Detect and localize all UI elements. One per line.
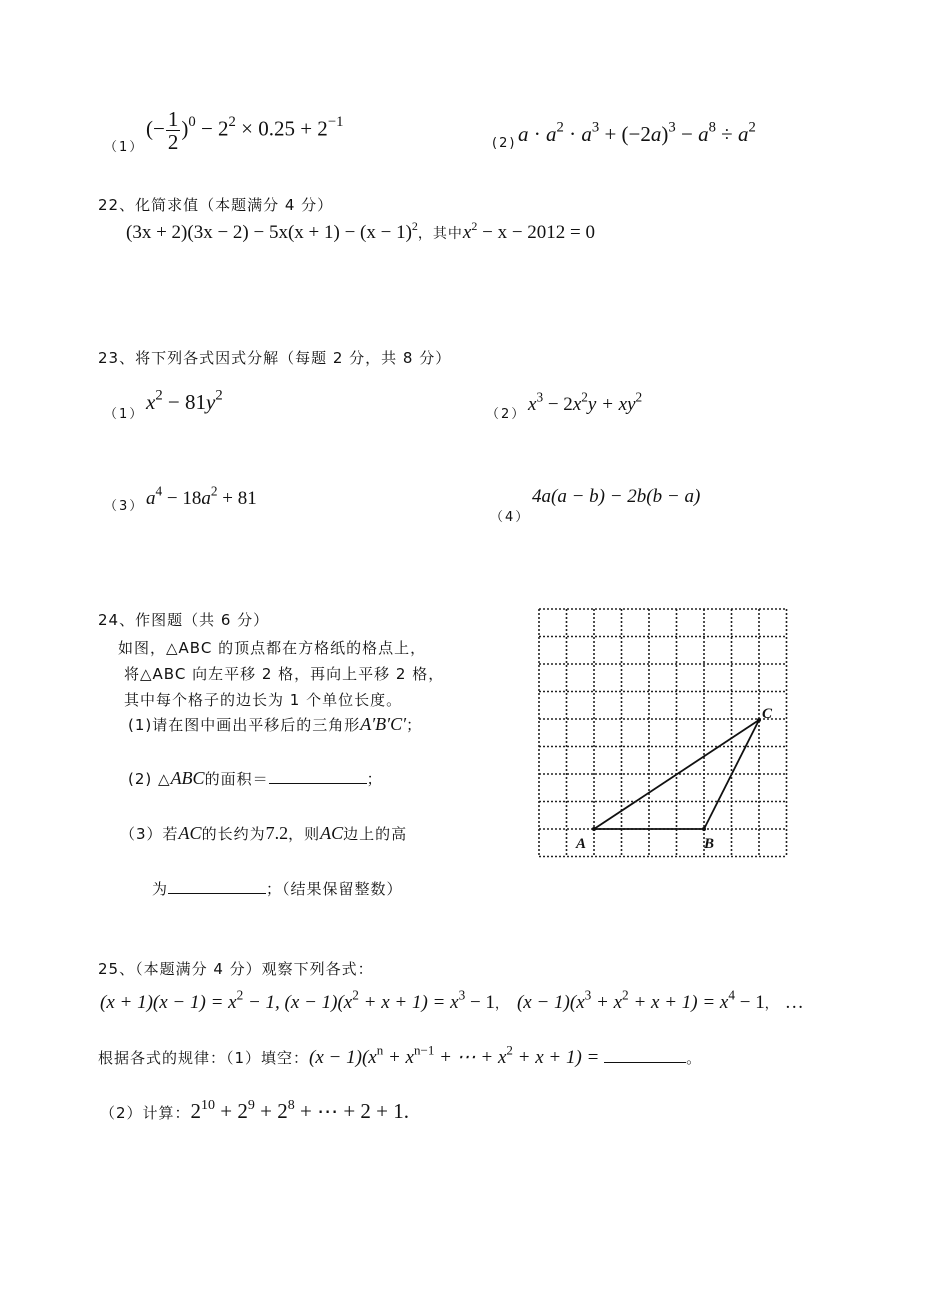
q25-example2c: − 1: [465, 992, 495, 1013]
fraction-denominator: 2: [167, 130, 179, 155]
q24-s3-length: 的长约为: [201, 825, 266, 843]
var-a: a: [650, 122, 662, 146]
q24-s3-note: ；（结果保留整数）: [266, 880, 403, 898]
exponent: 2: [210, 483, 218, 499]
q24-title: 24、作图题（共 6 分）: [98, 611, 270, 629]
var-a: a: [698, 122, 709, 146]
q25-example2: − 1, (x − 1)(x: [243, 992, 353, 1013]
q25-sep1: ，: [494, 997, 509, 1012]
exponent: 2: [581, 389, 588, 405]
exponent: 2: [506, 1042, 513, 1058]
q24-s2-end: ；: [366, 770, 383, 788]
q24-s1-text: (1)请在图中画出平移后的三角形: [128, 716, 361, 734]
q24-s3-then: ，则: [288, 825, 321, 843]
q22-expression: [126, 219, 596, 244]
q23-part3-label: （3）: [104, 499, 145, 514]
q25-examples: [100, 987, 804, 1014]
var-a: a: [546, 122, 557, 146]
q21-p1-exp3: −1: [327, 113, 344, 130]
q23-part4-expression: 4a(a − b) − 2b(b − a): [532, 486, 701, 507]
q25-sum-b: + 2: [215, 1099, 248, 1123]
q22-expr: (3x + 2)(3x − 2) − 5x(x + 1) − (x − 1): [126, 222, 412, 243]
q22-cond-x: x: [462, 222, 472, 243]
exponent: 2: [748, 119, 756, 136]
vertex-c-point: [757, 718, 761, 722]
q24-desc-line3: 其中每个格子的边长为 1 个单位长度。: [124, 691, 403, 709]
exponent: 2: [155, 387, 163, 404]
q25-example3b: + x: [591, 992, 623, 1013]
var-a: a: [581, 122, 592, 146]
vertex-a-label: A: [576, 836, 587, 852]
q23-part1-expression: [146, 387, 223, 415]
q24-subquestion-2: [128, 768, 383, 789]
fraction-one-half: [166, 108, 181, 153]
exponent: 3: [458, 987, 466, 1003]
q22-where: ，其中: [417, 226, 463, 242]
q24-subquestion-1: [128, 714, 422, 735]
q23-part2-label: （2）: [486, 407, 527, 422]
exponent: 4: [728, 987, 736, 1003]
exponent: 2: [556, 119, 564, 136]
q21-p1-term3: × 0.25 + 2: [235, 116, 328, 141]
q24-s3-value: 7.2: [265, 823, 289, 843]
q23-part4-label: （4）: [490, 510, 531, 525]
q24-area-blank[interactable]: [269, 783, 367, 784]
q25-rule-fill: [98, 1042, 703, 1069]
var-x: x: [146, 390, 156, 414]
exponent: 2: [352, 987, 359, 1003]
q24-s2-text: (2) △: [128, 770, 171, 788]
q23-title: 23、将下列各式因式分解（每题 2 分，共 8 分）: [98, 349, 452, 367]
q22-cond-rest: − x − 2012 = 0: [477, 222, 596, 243]
q22-title: 22、化简求值（本题满分 4 分）: [98, 196, 334, 214]
var-x: x: [528, 394, 537, 415]
dot-operator: ·: [563, 122, 582, 146]
minus-operator: −: [675, 122, 699, 146]
q25-ellipsis: …: [784, 992, 804, 1013]
q25-rule-end: 。: [686, 1049, 703, 1067]
var-x: x: [572, 394, 582, 415]
exponent: 3: [591, 119, 600, 136]
exponent: n: [376, 1042, 384, 1058]
var-a: a: [146, 488, 156, 509]
q25-general-c: + ⋯ + x: [434, 1047, 507, 1068]
q21-part2-expression: [518, 119, 756, 147]
q21-part1-expression: [146, 108, 343, 153]
q24-s3-ac2: AC: [320, 823, 344, 843]
q25-example2b: + x + 1) = x: [358, 992, 459, 1013]
close-paren: ): [661, 122, 669, 146]
term: y + xy: [587, 394, 636, 415]
var-a: a: [518, 122, 529, 146]
segment-ac: [594, 720, 759, 829]
exponent: 10: [201, 1097, 216, 1113]
q24-s1-triangle: A′B′C′: [360, 714, 407, 734]
q24-s2-abc: ABC: [170, 768, 205, 788]
q25-example3d: − 1: [735, 992, 765, 1013]
q23-part1-label: （1）: [104, 407, 145, 422]
q25-fill-blank[interactable]: [604, 1062, 686, 1063]
plus-term: + (−2: [599, 122, 651, 146]
exponent: n−1: [413, 1042, 435, 1058]
q24-s3-text: （3）若: [120, 825, 179, 843]
exponent: 8: [287, 1097, 295, 1113]
q21-p1-exp2: 2: [228, 113, 236, 130]
q24-s3-wei: 为: [152, 880, 169, 898]
exponent: 3: [668, 119, 676, 136]
exponent: 2: [236, 987, 244, 1003]
q24-height-blank[interactable]: [168, 893, 266, 894]
q21-p1-term2: − 2: [195, 116, 229, 141]
divide-operator: ÷: [715, 122, 738, 146]
q21-p1-open: (−: [146, 116, 165, 141]
exponent: 2: [622, 987, 629, 1003]
q24-desc-line2: 将△ABC 向左平移 2 格，再向上平移 2 格，: [124, 665, 445, 683]
q24-desc-line1: 如图，△ABC 的顶点都在方格纸的格点上，: [118, 639, 427, 657]
dot-operator: ·: [528, 122, 546, 146]
exponent: 8: [708, 119, 716, 136]
q25-sum-c: + 2: [254, 1099, 288, 1123]
q25-compute: [100, 1099, 409, 1124]
exponent: 2: [215, 387, 223, 404]
q25-rule-text: 根据各式的规律：（1）填空：: [98, 1049, 310, 1067]
q24-s3-height: 边上的高: [343, 825, 408, 843]
vertex-b-label: B: [704, 836, 715, 852]
vertex-c-label: C: [762, 706, 773, 722]
q25-sum: 2: [190, 1099, 202, 1123]
q21-part2-label: (2): [492, 136, 517, 151]
q24-subquestion-3: [120, 823, 407, 844]
q22-cond-exponent: 2: [471, 219, 478, 234]
q21-part1-label: （1）: [104, 140, 145, 155]
q24-grid-figure: [536, 604, 790, 862]
q24-s2-area: 的面积＝: [204, 770, 269, 788]
q24-subquestion-3-answer: [152, 878, 403, 899]
q25-general-d: + x + 1) =: [512, 1047, 605, 1068]
q25-sum-d: + ⋯ + 2 + 1.: [294, 1099, 410, 1123]
q25-example3c: + x + 1) = x: [628, 992, 729, 1013]
term: − 81: [162, 390, 207, 414]
q25-general-b: + x: [383, 1047, 414, 1068]
q21-p1-exp0: 0: [188, 113, 196, 130]
var-a: a: [737, 122, 749, 146]
exponent: 2: [635, 389, 643, 405]
term: + 81: [217, 488, 257, 509]
q25-compute-label: （2）计算：: [100, 1104, 191, 1122]
vertex-a-point: [592, 827, 596, 831]
q23-part3-expression: [146, 483, 257, 510]
q25-sep2: ，: [764, 997, 779, 1012]
q22-expr-exponent: 2: [411, 219, 418, 234]
q21-p1-close: ): [181, 116, 189, 141]
q24-s1-end: ；: [406, 716, 423, 734]
fraction-numerator: 1: [167, 107, 179, 131]
q23-part2-expression: [528, 389, 643, 416]
q25-example3: (x − 1)(x: [516, 992, 585, 1013]
exponent: 4: [155, 483, 163, 499]
q25-general: (x − 1)(x: [309, 1047, 377, 1068]
exponent: 9: [247, 1097, 255, 1113]
var-a: a: [201, 488, 211, 509]
q25-title: 25、（本题满分 4 分）观察下列各式：: [98, 960, 374, 978]
exponent: 3: [584, 987, 592, 1003]
q25-example1: (x + 1)(x − 1) = x: [100, 992, 237, 1013]
vertex-b-point: [702, 827, 706, 831]
grid-lines: [539, 609, 787, 857]
q24-s3-ac: AC: [178, 823, 202, 843]
term: − 2: [543, 394, 573, 415]
var-y: y: [206, 390, 216, 414]
exponent: 3: [536, 389, 544, 405]
term: − 18: [162, 488, 202, 509]
